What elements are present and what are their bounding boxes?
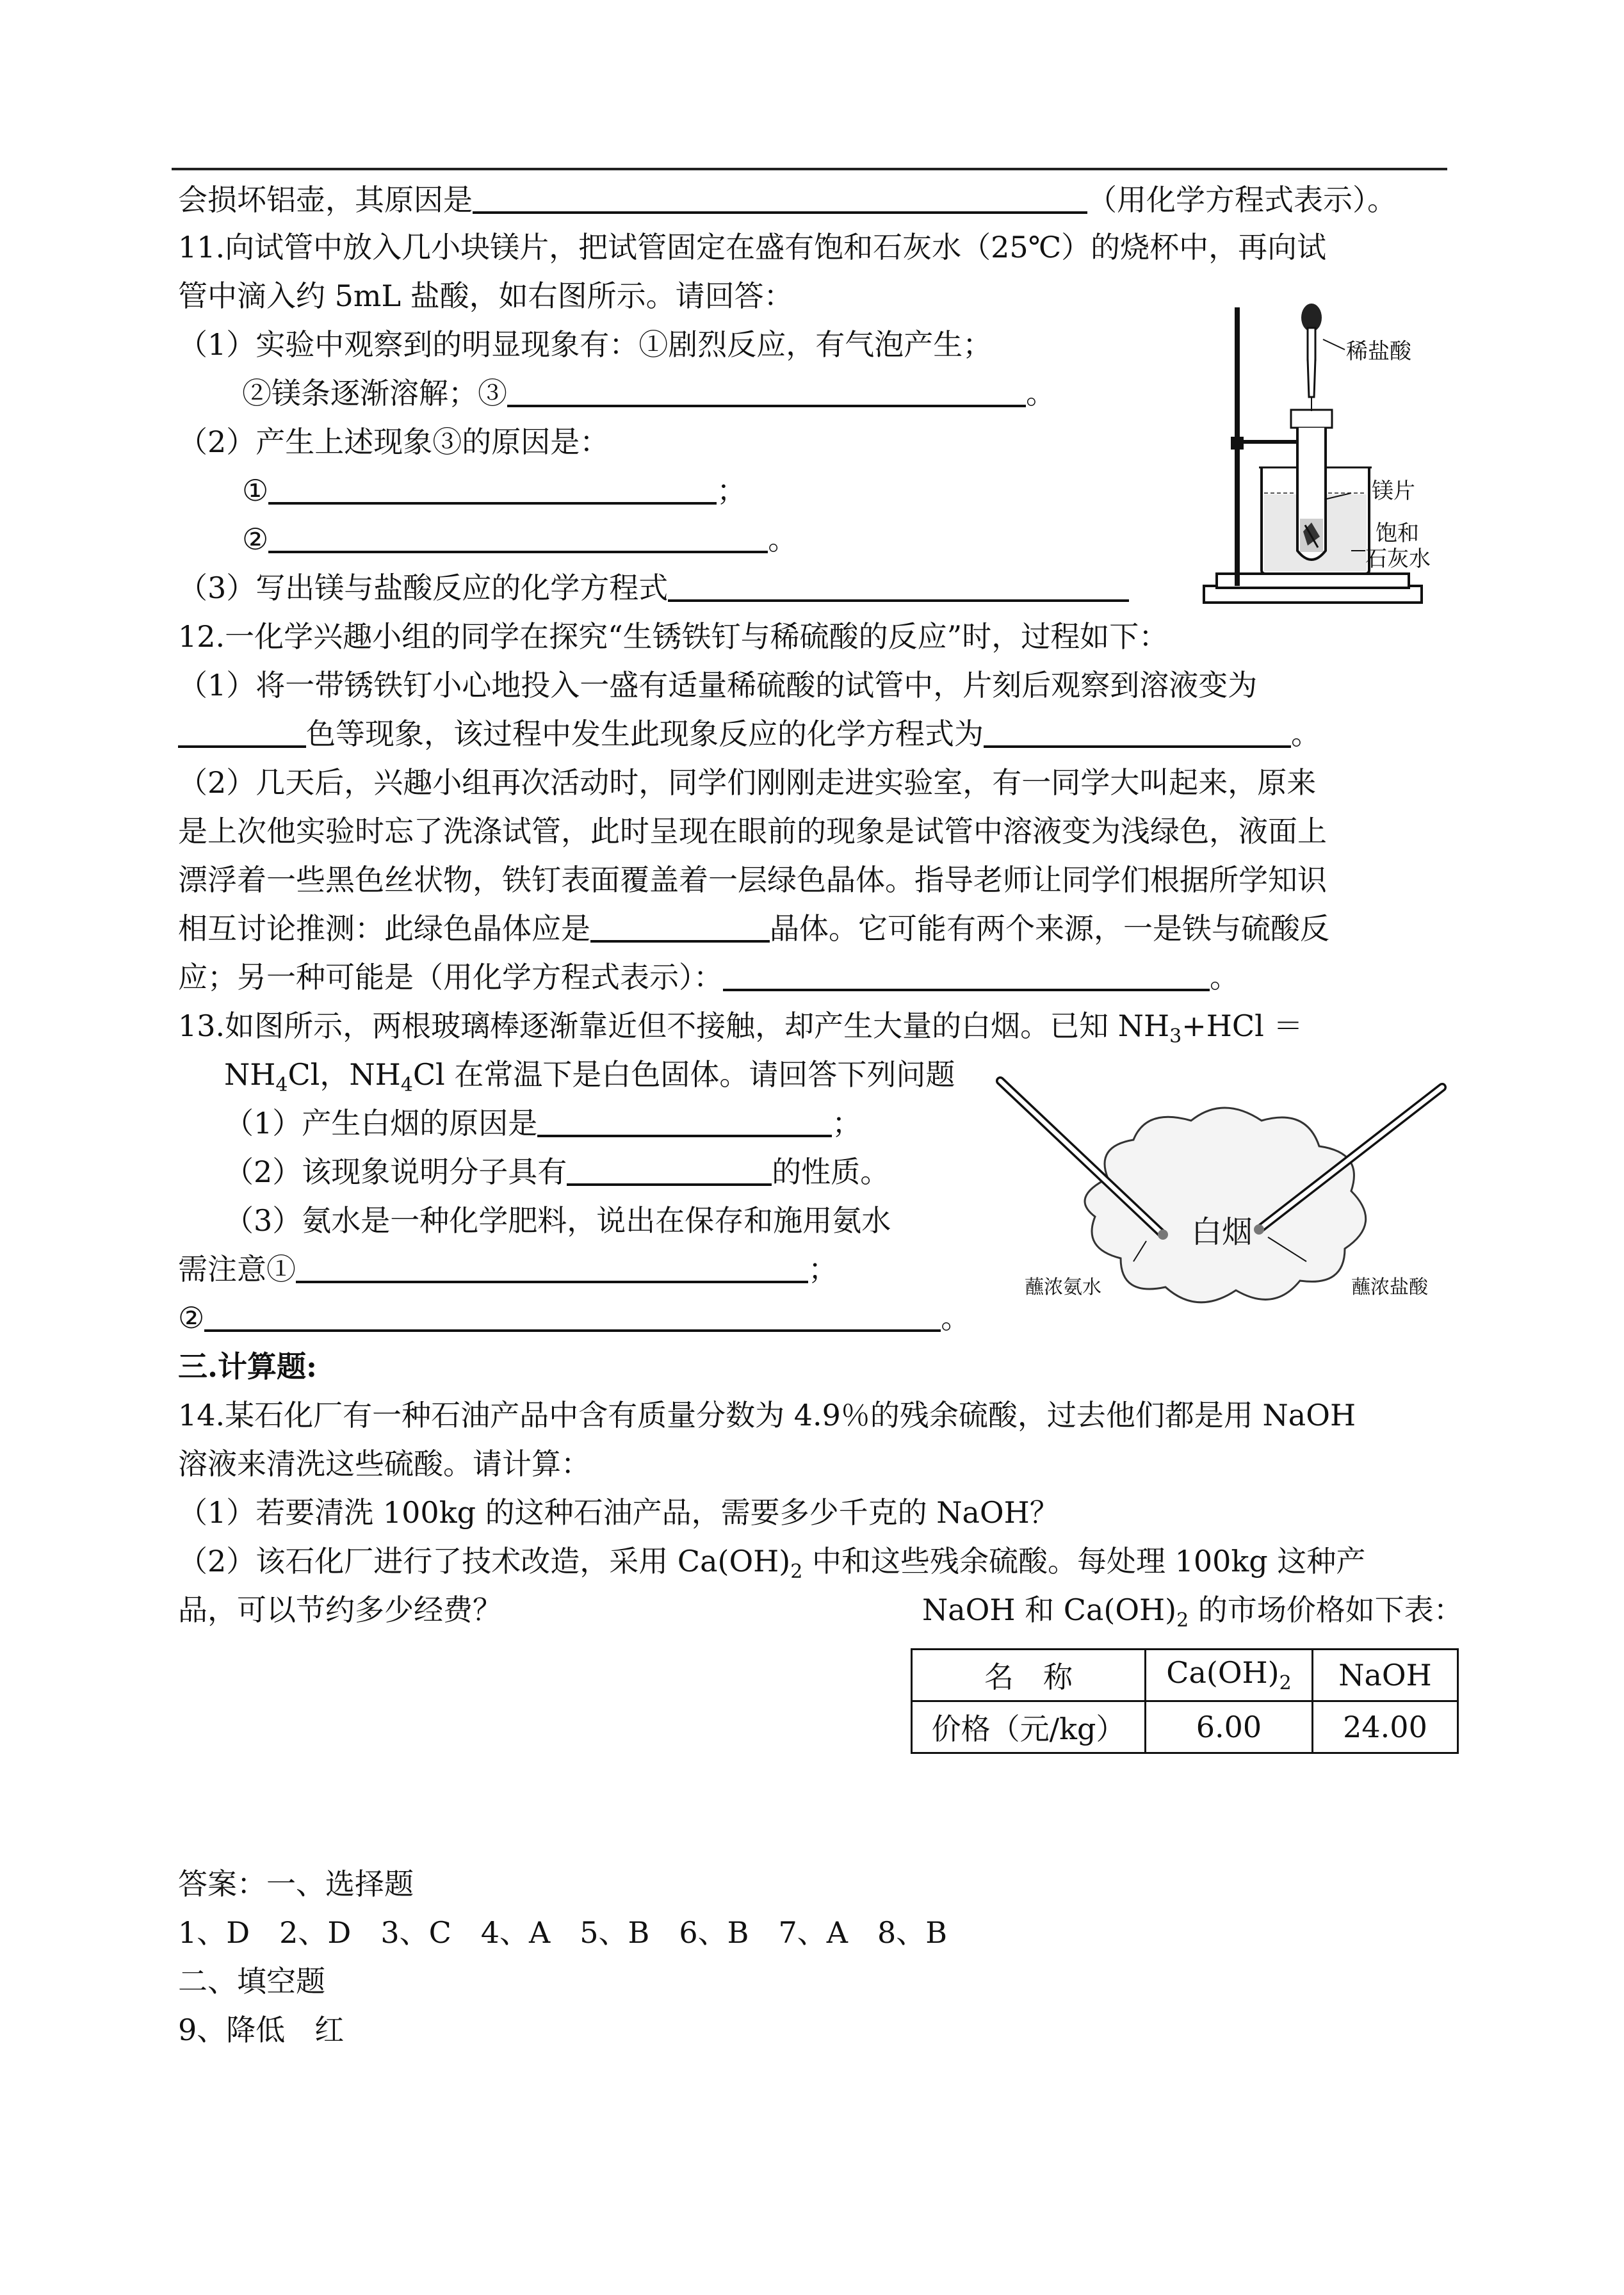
q11-part1: （1）实验中观察到的明显现象有：①剧烈反应，有气泡产生； [178,327,993,362]
q14-stem-2: 溶液来清洗这些硫酸。请计算： [178,1447,590,1481]
price-caoh2: 6.00 [1146,1701,1313,1753]
q13-part2: （2）该现象说明分子具有 的性质。 [224,1155,890,1189]
q12-stem: 12.一化学兴趣小组的同学在探究“生锈铁钉与稀硫酸的反应”时，过程如下： [178,619,1169,654]
header-naoh: NaOH [1313,1650,1458,1701]
q13-stem-2: $NH_4Cl$，$NH_4Cl$ 在常温下是白色固体。请回答下列问题 [224,1057,955,1097]
q11-part2-b: ② 。 [242,522,798,556]
answer-blank[interactable] [537,1105,832,1137]
q13-part3: （3）氨水是一种化学肥料，说出在保存和施用氨水 [224,1203,891,1238]
q12-part2-line4: 相互讨论推测：此绿色晶体应是 晶体。它可能有两个来源，一是铁与硫酸反 [178,911,1329,946]
q12-part1-cont: 色等现象，该过程中发生此现象反应的化学方程式为 。 [178,715,1320,753]
answer-blank[interactable] [723,959,1210,991]
q11-stem-2: 管中滴入约 5mL 盐酸，如右图所示。请回答： [178,279,793,313]
answer-blank[interactable] [567,1154,772,1186]
answer-blank[interactable] [590,911,770,943]
label-dilute-hcl: 稀盐酸 [1346,339,1411,364]
answer-blank[interactable] [178,716,306,748]
table-row [912,1701,1458,1753]
q13-stem-1: 13.如图所示，两根玻璃棒逐渐靠近但不接触，却产生大量的白烟。已知 $NH_3+HCl$ ＝ [178,1009,1303,1048]
q11-part3: （3）写出镁与盐酸反应的化学方程式 [178,569,1129,607]
price-note: NaOH 和 $Ca(OH)_2$ 的市场价格如下表： [922,1593,1463,1632]
label-saturated: 饱和 [1376,521,1419,546]
answer-9: 9、降低 红 [178,2013,345,2047]
q13-part1: （1）产生白烟的原因是 ； [224,1106,862,1140]
q14-stem-1: 14.某石化厂有一种石油产品中含有质量分数为 4.9％的残余硫酸，过去他们都是用 NaOH [178,1398,1356,1432]
q14-part2: （2）该石化厂进行了技术改造，采用 $Ca(OH)_2$ 中和这些残余硫酸。每处理 100kg 这种产 [178,1544,1366,1584]
answers-title: 答案：一、选择题 [178,1867,414,1901]
answers-choices: 1、D 2、D 3、C 4、A 5、B 6、B 7、A 8、B [178,1915,948,1950]
table-row [912,1650,1458,1701]
q11-stem-1: 11.向试管中放入几小块镁片，把试管固定在盛有饱和石灰水（25℃）的烧杯中，再向试 [178,230,1327,264]
price-naoh: 24.00 [1313,1701,1458,1753]
label-hcl-rod: 蘸浓盐酸 [1351,1276,1428,1299]
answer-blank[interactable] [268,473,717,505]
header-name: 名 称 [912,1650,1146,1701]
answer-blank[interactable] [268,521,768,553]
label-ammonia-rod: 蘸浓氨水 [1025,1276,1101,1299]
answers-fill-title: 二、填空题 [178,1964,325,1999]
q14-part2-cont: 品，可以节约多少经费？ [178,1593,502,1627]
answer-blank[interactable] [668,570,1129,602]
label-white-smoke: 白烟 [1191,1214,1253,1250]
q12-part2-line1: （2）几天后，兴趣小组再次活动时，同学们刚刚走进实验室，有一同学大叫起来，原来 [178,765,1317,800]
q13-part3-b: ② 。 [178,1301,971,1335]
q11-part1-cont: ②镁条逐渐溶解；③ 。 [242,376,1055,410]
answer-blank[interactable] [984,716,1291,748]
answer-blank[interactable] [296,1251,808,1283]
section-3-title: 三.计算题: [178,1349,317,1384]
label-limewater: 石灰水 [1365,546,1431,572]
q11-part2: （2）产生上述现象③的原因是： [178,425,610,459]
q12-part1: （1）将一带锈铁钉小心地投入一盛有适量稀硫酸的试管中，片刻后观察到溶液变为 [178,668,1258,702]
answer-blank[interactable] [507,375,1026,407]
q12-part2-line3: 漂浮着一些黑色丝状物，铁钉表面覆盖着一层绿色晶体。指导老师让同学们根据所学知识 [178,863,1327,897]
q11-part2-a: ① ； [242,473,747,508]
row-label-price: 价格（元/kg） [912,1701,1146,1753]
answer-blank[interactable] [473,182,1087,214]
label-magnesium: 镁片 [1372,478,1415,504]
q13-part3-a: 需注意① ； [178,1252,838,1286]
q12-part2-line5: 应；另一种可能是（用化学方程式表示）： 。 [178,960,1239,994]
q10-tail: 会损坏铝壶，其原因是 （用化学方程式表示）。 [178,182,1397,217]
q14-part1: （1）若要清洗 100kg 的这种石油产品，需要多少千克的 NaOH？ [178,1495,1059,1530]
answer-blank[interactable] [204,1300,941,1332]
header-caoh2: $Ca(OH)_2$ [1146,1650,1313,1701]
q12-part2-line2: 是上次他实验时忘了洗涤试管，此时呈现在眼前的现象是试管中溶液变为浅绿色，液面上 [178,814,1327,848]
price-table [911,1648,1459,1754]
white-smoke-figure [986,1069,1460,1326]
top-rule [172,168,1447,170]
apparatus-figure [1198,295,1466,608]
